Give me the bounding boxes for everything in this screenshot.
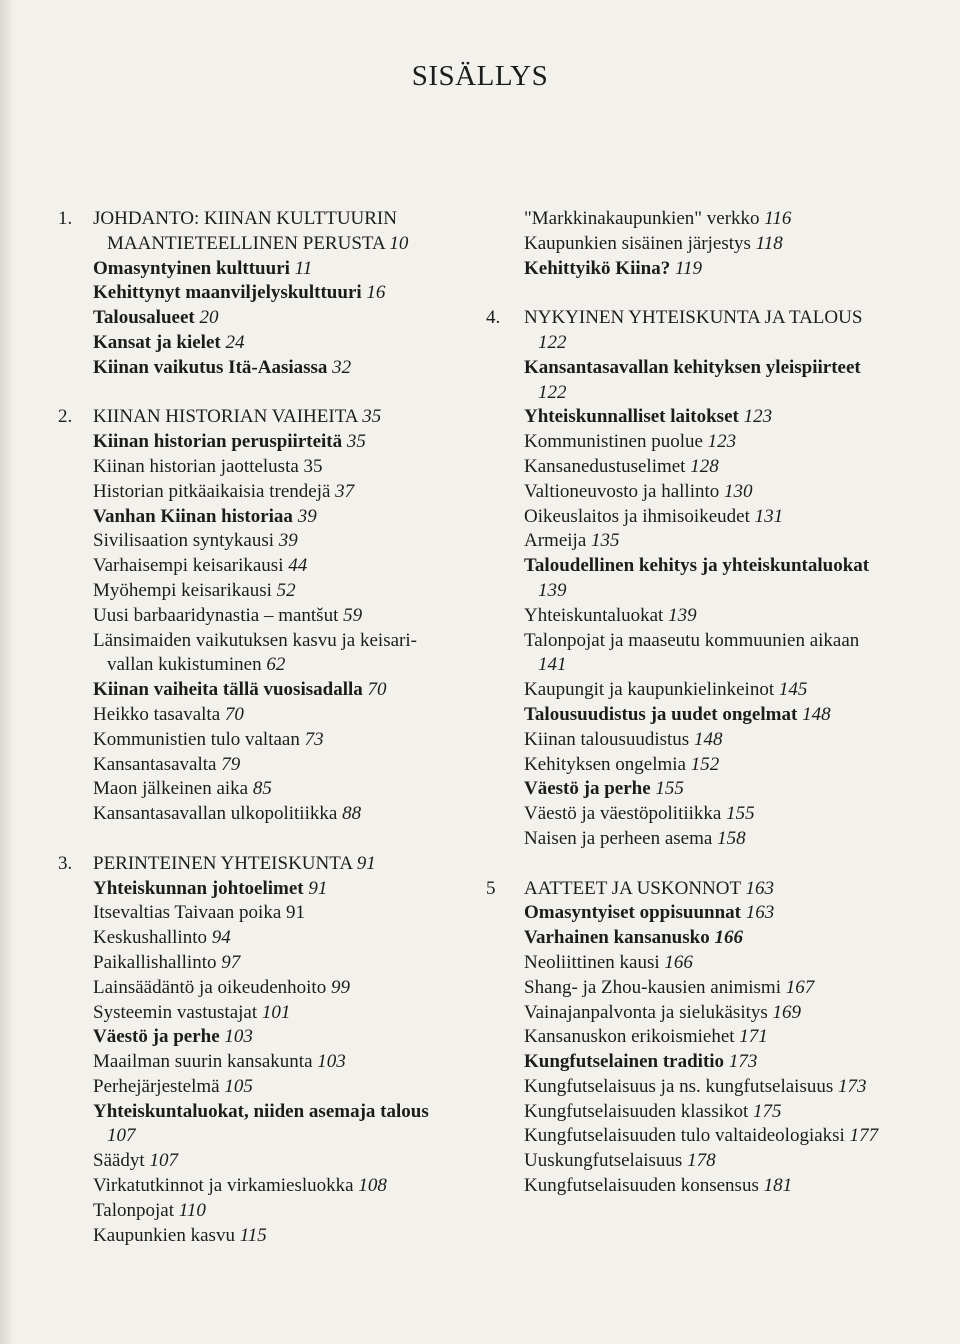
subsection-entry: [93, 926, 456, 951]
section-entry: [524, 901, 886, 926]
entry-page-number: 181: [763, 1175, 793, 1197]
entry-page-number: 108: [358, 1175, 387, 1197]
toc-chapter: [486, 306, 886, 852]
subsection-entry: [93, 1050, 456, 1075]
section-entry: [93, 257, 456, 282]
subsection-entry: [524, 976, 886, 1001]
entry-page-number: 94: [211, 927, 231, 949]
entry-page-number: 39: [278, 530, 298, 552]
entry-title: Yhteiskuntaluokat, niiden asemaja talous: [93, 1100, 429, 1122]
entry-title: Uusi barbaaridynastia – mantšut: [93, 604, 339, 626]
entry-page-number: 91: [286, 902, 306, 924]
entry-title: Talonpojat: [93, 1199, 174, 1221]
entry-page-number: 107: [107, 1125, 136, 1147]
entry-page-number: 175: [753, 1100, 782, 1122]
entry-title: Kehityksen ongelmia: [524, 753, 686, 775]
entry-title: Neoliittinen kausi: [524, 951, 660, 973]
entry-page-number: 167: [785, 976, 815, 998]
subsection-entry: [93, 1075, 456, 1100]
chapter-heading: [93, 405, 456, 430]
toc-entry-list: [524, 306, 886, 852]
entry-title: Kansantasavallan ulkopolitiikka: [93, 803, 338, 825]
entry-title: Kaupunkien sisäinen järjestys: [524, 232, 751, 254]
entry-title: Kiinan historian peruspiirteitä: [93, 431, 343, 453]
entry-page-number: 44: [288, 555, 308, 577]
section-entry: [524, 257, 886, 282]
entry-page-number: 158: [717, 827, 746, 849]
subsection-entry: [524, 455, 886, 480]
entry-page-number: 105: [224, 1075, 253, 1097]
entry-title: Kiinan vaiheita tällä vuosisadalla: [93, 679, 363, 701]
entry-title: Naisen ja perheen asema: [524, 827, 713, 849]
subsection-entry: [93, 529, 456, 554]
section-entry: [524, 1050, 886, 1075]
entry-title: Kaupungit ja kaupunkielinkeinot: [524, 679, 775, 701]
toc-entry-list: [524, 877, 886, 1199]
entry-title: Omasyntyinen kulttuuri: [93, 257, 290, 279]
entry-page-number: 103: [224, 1026, 253, 1048]
entry-page-number: 139: [538, 579, 567, 601]
subsection-entry: [93, 455, 456, 480]
entry-page-number: 139: [668, 604, 697, 626]
subsection-entry: [93, 802, 456, 827]
entry-title: Yhteiskunnalliset laitokset: [524, 406, 739, 428]
entry-page-number: 166: [664, 951, 693, 973]
entry-title: Kiinan vaikutus Itä-Aasiassa: [93, 356, 328, 378]
entry-title: Väestö ja perhe: [524, 778, 651, 800]
subsection-entry: [524, 1075, 886, 1100]
entry-title: Paikallishallinto: [93, 951, 217, 973]
subsection-entry: [524, 629, 886, 679]
entry-title: Kungfutselaisuus ja ns. kungfutselaisuus: [524, 1075, 834, 1097]
entry-page-number: 163: [745, 877, 774, 899]
entry-title: AATTEET JA USKONNOT: [524, 877, 741, 899]
chapter-number: 5: [486, 877, 496, 899]
subsection-entry: [524, 1100, 886, 1125]
subsection-entry: [524, 1174, 886, 1199]
entry-page-number: 135: [591, 530, 620, 552]
subsection-entry: [93, 629, 456, 679]
section-entry: [524, 926, 886, 951]
subsection-entry: [524, 430, 886, 455]
entry-title: Kansanedustuselimet: [524, 455, 686, 477]
page-edge: [0, 0, 14, 1344]
subsection-entry: [524, 678, 886, 703]
entry-title: Armeija: [524, 530, 587, 552]
entry-title: Kommunistinen puolue: [524, 431, 703, 453]
section-entry: [524, 405, 886, 430]
entry-title: Taloudellinen kehitys ja yhteiskuntaluokat: [524, 555, 870, 577]
entry-page-number: 115: [239, 1224, 267, 1246]
section-entry: [524, 777, 886, 802]
entry-page-number: 37: [335, 480, 355, 502]
toc-entry-list: [93, 852, 456, 1249]
entry-page-number: 123: [743, 406, 773, 428]
subsection-entry: [93, 554, 456, 579]
chapter-number: 4.: [486, 307, 501, 329]
subsection-entry: [93, 728, 456, 753]
subsection-entry: [93, 1224, 456, 1249]
subsection-entry: [93, 480, 456, 505]
entry-page-number: 110: [178, 1199, 206, 1221]
subsection-entry: [93, 1199, 456, 1224]
page-title: SISÄLLYS: [411, 60, 549, 92]
entry-title: Kiinan historian jaottelusta: [93, 455, 299, 477]
entry-title: Kiinan talousuudistus: [524, 728, 690, 750]
entry-page-number: 128: [690, 455, 719, 477]
entry-page-number: 85: [252, 778, 272, 800]
section-entry: [524, 356, 886, 406]
entry-page-number: 118: [755, 232, 783, 254]
entry-title: Virkatutkinnot ja virkamiesluokka: [93, 1175, 354, 1197]
subsection-entry: [93, 1001, 456, 1026]
entry-title: Kungfutselaisuuden tulo valtaideologiaksi: [524, 1125, 845, 1147]
entry-title: Heikko tasavalta: [93, 703, 221, 725]
chapter-number: 1.: [58, 208, 73, 229]
chapter-heading: [93, 207, 456, 257]
entry-page-number: 52: [276, 579, 296, 601]
entry-title: Väestö ja perhe: [93, 1026, 220, 1048]
entry-title: Lainsäädäntö ja oikeudenhoito: [93, 976, 327, 998]
subsection-entry: [524, 1124, 886, 1149]
entry-page-number: 11: [294, 257, 313, 279]
entry-title: Kungfutselaisuuden klassikot: [524, 1100, 749, 1122]
subsection-entry: [524, 207, 886, 232]
entry-page-number: 91: [356, 852, 376, 874]
entry-page-number: 122: [538, 381, 567, 403]
entry-page-number: 35: [362, 406, 382, 428]
entry-page-number: 35: [303, 455, 323, 477]
entry-title: "Markkinakaupunkien" verkko: [524, 208, 760, 229]
entry-page-number: 99: [330, 976, 350, 998]
toc-chapter: [56, 852, 456, 1249]
entry-page-number: 70: [224, 703, 244, 725]
section-entry: [93, 356, 456, 381]
entry-title: Systeemin vastustajat: [93, 1001, 258, 1023]
entry-title: Kaupunkien kasvu: [93, 1224, 235, 1246]
toc-right-column: [486, 207, 886, 1224]
entry-title: Kansat ja kielet: [93, 331, 221, 353]
subsection-entry: [93, 604, 456, 629]
section-entry: [93, 331, 456, 356]
subsection-entry: [524, 802, 886, 827]
section-entry: [93, 505, 456, 530]
toc-chapter: [56, 405, 456, 827]
entry-page-number: 101: [261, 1001, 291, 1023]
entry-page-number: 116: [764, 208, 792, 229]
subsection-entry: [93, 703, 456, 728]
section-entry: [524, 554, 886, 604]
entry-page-number: 145: [778, 679, 808, 701]
entry-title: Itsevaltias Taivaan poika: [93, 902, 282, 924]
entry-page-number: 16: [366, 282, 386, 304]
entry-page-number: 152: [690, 753, 720, 775]
chapter-heading: [524, 306, 886, 356]
entry-page-number: 35: [346, 431, 366, 453]
toc-entry-list: [524, 207, 886, 281]
entry-title: JOHDANTO: KIINAN KULTTUURIN MAANTIETEELLINEN PERUSTA: [93, 208, 397, 254]
subsection-entry: [93, 579, 456, 604]
entry-page-number: 171: [739, 1026, 768, 1048]
entry-page-number: 173: [728, 1051, 758, 1073]
entry-title: Varhainen kansanusko: [524, 927, 710, 949]
entry-title: NYKYINEN YHTEISKUNTA JA TALOUS: [524, 307, 863, 329]
entry-page-number: 91: [308, 877, 328, 899]
subsection-entry: [93, 951, 456, 976]
subsection-entry: [524, 1025, 886, 1050]
entry-title: Väestö ja väestöpolitiikka: [524, 803, 722, 825]
entry-title: Kungfutselaisuuden konsensus: [524, 1175, 759, 1197]
section-entry: [524, 703, 886, 728]
entry-page-number: 177: [849, 1125, 879, 1147]
chapter-heading: [93, 852, 456, 877]
toc-chapter: [486, 877, 886, 1199]
entry-title: Valtioneuvosto ja hallinto: [524, 480, 720, 502]
entry-title: Kungfutselainen traditio: [524, 1051, 725, 1073]
entry-page-number: 166: [714, 927, 743, 949]
subsection-entry: [524, 728, 886, 753]
chapter-number: 2.: [58, 406, 73, 428]
subsection-entry: [524, 604, 886, 629]
section-entry: [93, 877, 456, 902]
entry-title: Kehittyikö Kiina?: [524, 257, 671, 279]
entry-title: Myöhempi keisarikausi: [93, 579, 272, 601]
subsection-entry: [93, 1149, 456, 1174]
entry-title: Shang- ja Zhou-kausien animismi: [524, 976, 781, 998]
entry-page-number: 32: [332, 356, 352, 378]
entry-page-number: 148: [802, 703, 831, 725]
toc-entry-list: [93, 207, 456, 381]
entry-title: Länsimaiden vaikutuksen kasvu ja keisari-vallan kukistuminen: [93, 629, 417, 676]
entry-page-number: 39: [297, 505, 317, 527]
entry-page-number: 107: [149, 1150, 178, 1172]
chapter-number: 3.: [58, 852, 73, 874]
entry-page-number: 130: [724, 480, 753, 502]
subsection-entry: [524, 505, 886, 530]
entry-title: Vanhan Kiinan historiaa: [93, 505, 293, 527]
subsection-entry: [524, 480, 886, 505]
entry-page-number: 97: [221, 951, 241, 973]
entry-page-number: 10: [389, 232, 409, 254]
entry-title: Yhteiskuntaluokat: [524, 604, 664, 626]
toc-entry-list: [93, 405, 456, 827]
subsection-entry: [524, 232, 886, 257]
chapter-heading: [524, 877, 886, 902]
entry-title: Talousalueet: [93, 307, 195, 329]
subsection-entry: [524, 529, 886, 554]
entry-title: Omasyntyiset oppisuunnat: [524, 902, 741, 924]
section-entry: [93, 1025, 456, 1050]
entry-page-number: 148: [693, 728, 723, 750]
toc-chapter: [486, 207, 886, 281]
entry-title: Maon jälkeinen aika: [93, 778, 249, 800]
entry-page-number: 59: [343, 604, 363, 626]
entry-title: Keskushallinto: [93, 927, 207, 949]
entry-page-number: 70: [367, 679, 387, 701]
entry-page-number: 178: [687, 1150, 716, 1172]
entry-title: Kansanuskon erikoismiehet: [524, 1026, 735, 1048]
subsection-entry: [93, 901, 456, 926]
subsection-entry: [93, 777, 456, 802]
subsection-entry: [524, 1149, 886, 1174]
entry-title: Talousuudistus ja uudet ongelmat: [524, 703, 798, 725]
entry-title: Sivilisaation syntykausi: [93, 530, 275, 552]
entry-page-number: 62: [266, 654, 286, 676]
entry-page-number: 155: [655, 778, 684, 800]
entry-title: Säädyt: [93, 1150, 145, 1172]
entry-page-number: 163: [745, 902, 775, 924]
entry-page-number: 88: [342, 803, 362, 825]
subsection-entry: [93, 753, 456, 778]
section-entry: [93, 1100, 456, 1150]
entry-page-number: 119: [674, 257, 703, 279]
entry-page-number: 73: [304, 728, 324, 750]
entry-page-number: 122: [538, 331, 567, 353]
entry-title: Vainajanpalvonta ja sielukäsitys: [524, 1001, 768, 1023]
entry-title: PERINTEINEN YHTEISKUNTA: [93, 852, 352, 874]
section-entry: [93, 281, 456, 306]
section-entry: [93, 430, 456, 455]
entry-title: Yhteiskunnan johtoelimet: [93, 877, 304, 899]
entry-title: Historian pitkäaikaisia trendejä: [93, 480, 331, 502]
entry-title: KIINAN HISTORIAN VAIHEITA: [93, 406, 358, 428]
entry-title: Varhaisempi keisarikausi: [93, 555, 284, 577]
entry-title: Oikeuslaitos ja ihmisoikeudet: [524, 505, 750, 527]
subsection-entry: [524, 1001, 886, 1026]
entry-title: Kommunistien tulo valtaan: [93, 728, 300, 750]
entry-title: Kansantasavallan kehityksen yleispiirteet: [524, 356, 861, 378]
entry-page-number: 20: [199, 307, 219, 329]
section-entry: [93, 678, 456, 703]
subsection-entry: [524, 951, 886, 976]
entry-title: Perhejärjestelmä: [93, 1075, 220, 1097]
entry-page-number: 169: [772, 1001, 802, 1023]
entry-title: Maailman suurin kansakunta: [93, 1051, 313, 1073]
entry-page-number: 24: [225, 331, 245, 353]
entry-page-number: 79: [221, 753, 241, 775]
toc-left-column: [56, 207, 456, 1273]
entry-title: Talonpojat ja maaseutu kommuunien aikaan: [524, 629, 860, 651]
subsection-entry: [93, 1174, 456, 1199]
entry-page-number: 155: [726, 803, 755, 825]
entry-title: Kansantasavalta: [93, 753, 217, 775]
entry-title: Kehittynyt maanviljelyskulttuuri: [93, 282, 362, 304]
entry-page-number: 123: [707, 431, 737, 453]
entry-page-number: 173: [838, 1075, 867, 1097]
section-entry: [93, 306, 456, 331]
subsection-entry: [93, 976, 456, 1001]
toc-chapter: [56, 207, 456, 381]
entry-page-number: 131: [754, 505, 784, 527]
entry-page-number: 103: [317, 1051, 346, 1073]
entry-title: Uuskungfutselaisuus: [524, 1150, 683, 1172]
subsection-entry: [524, 827, 886, 852]
entry-page-number: 141: [538, 654, 567, 676]
subsection-entry: [524, 753, 886, 778]
